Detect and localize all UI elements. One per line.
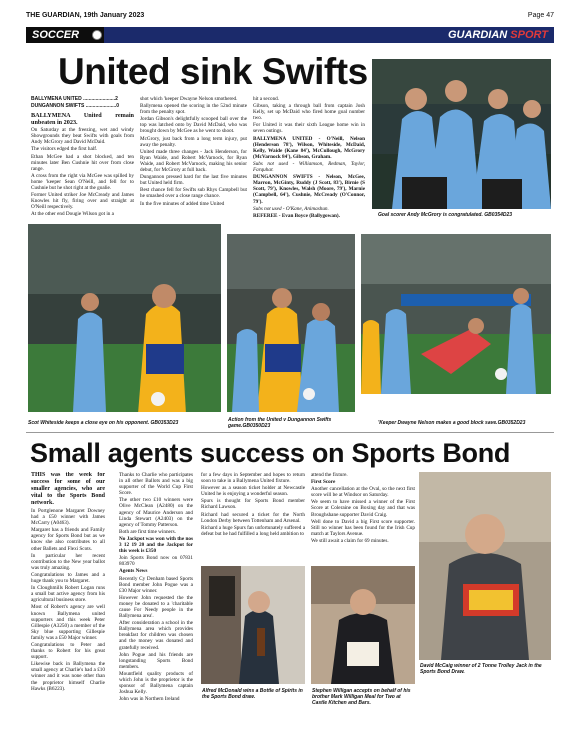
paragraph: At the other end Dougie Wilson got in a	[31, 211, 114, 218]
paragraph: Dungannon pressed hard for the last five minutes but United held firm.	[140, 174, 247, 187]
paragraph: Congratulations to Peter and thanks to Robert for his great support.	[31, 641, 105, 661]
paragraph: We still await a claim for 69 minutes.	[311, 537, 389, 544]
paragraph: Mountfield quality products of which John is the proprietor is the sponsor of Ballymena captain Joshua Kelly.	[119, 670, 193, 696]
photo-stephen-willigan	[311, 566, 415, 684]
story2-column-4	[311, 472, 415, 552]
paragraph: Ethan McGee had a shot blocked, and ten minutes later Ben Cushnie hit over from close range.	[31, 153, 134, 172]
jackpot-notice: No Jackpot was won with the nos 3 12 19 20 and the Jackpot for this week is £350	[119, 535, 193, 555]
action-image	[227, 234, 355, 412]
paragraph: Ballymena opened the scoring in the 52nd minute from the penalty spot.	[140, 103, 247, 116]
photo-alfred-mcdonald	[201, 566, 305, 684]
story1-lead: BALLYMENA United remain unbeaten in 2023.	[31, 112, 134, 127]
celebration-image	[372, 59, 551, 209]
paragraph: Well done to David a big First score supporter. Still no winner has been found for the Irish Cup match at Taylors Avenue.	[311, 518, 415, 537]
photo-caption-stephen: Stephen Willigan accepts on behalf of his brother Mark Willigan Meal for Two at Castle Kitchen and Bars.	[312, 688, 411, 706]
score-line-2: DUNGANNON SWIFTS ......................0	[31, 103, 120, 110]
photo-david-mccaig	[419, 472, 551, 660]
paragraph: Margaret has a friends and Family agency for Sports Bond but as we know she also contributes to all other Ballets and Flexi Scots.	[31, 527, 105, 552]
photo-whiteside	[28, 224, 221, 412]
paragraph: For United it was their sixth League home win in seven outings.	[253, 122, 365, 135]
paragraph: for a few days in September and hopes to return soon to take in a Ballymena United fixture.	[201, 472, 305, 485]
photo-caption-goal: Goal scorer Andy McGrory is congratulated. GB0354D23	[378, 212, 513, 218]
paragraph: United made three changes - Jack Henderson, for Ryan Waide, and Robert McVarnock, for Ryan Waide, and Robert McVarnock, making his senior debut, for McGrory at full back.	[140, 148, 247, 174]
story2-lead: THIS was the week for success for some of our smaller agencies, who are vital to the Sports Bond network.	[31, 472, 105, 506]
page-number: Page 47	[527, 12, 554, 19]
paragraph: Spurs is thought for Sports Bond member Richard Lawson.	[201, 498, 305, 511]
paragraph: In the five minutes of added time United	[140, 200, 225, 207]
paragraph: Thanks to Charlie who participates in all other Ballots and was a big supporter of the World Cup First Score.	[119, 472, 193, 497]
football-icon	[92, 30, 102, 40]
paragraph: A cross from the right via McGee was spilled by home 'keeper Sean O'Neill, and fell for to Cushnie but he shot right at the goalie.	[31, 172, 134, 192]
referee-line: REFEREE - Evan Boyce (Ballygowan).	[253, 212, 340, 219]
paragraph: Congratulations to James and a huge thank you to Margaret.	[31, 571, 105, 585]
paragraph: The other two £10 winners were Olive McClean (A2480) on the agency of Maurice Anderson and Linda Stewart (A2403) on the agency of Tommy Patterson.	[119, 497, 193, 528]
paragraph: Jordan Gibson's delightfully scooped ball over the top was latched onto by David McDaid, who was brought down by McGee as he went to shoot.	[140, 116, 247, 135]
keeper-save-image	[361, 234, 551, 394]
paragraph: Former United striker Joe McCready and James Knowles hit fly, firing over and straight at O'Neill respectively.	[31, 192, 134, 211]
story2-column-2	[119, 472, 193, 727]
paragraph: hit a second.	[253, 96, 280, 102]
paragraph: On Saturday at the freezing, wet and windy Showgrounds they beat Swifts with goals from Andy McGrory and David McDaid.	[31, 127, 134, 146]
story2-column-3	[201, 472, 305, 552]
paragraph: John was in Northern Ireland	[119, 696, 180, 703]
publication-date: THE GUARDIAN, 19th January 2023	[26, 12, 145, 19]
paragraph: Another cancellation at the Oval, so the next first score will be at Windsor on Saturday.	[311, 486, 415, 499]
paragraph: Best chance fell for Swifts sub Rhys Campbell but he smashed over a close range chance.	[140, 187, 247, 200]
story1-headline: United sink Swifts	[58, 51, 368, 92]
subs-ballymena: Subs not used - Williamson, Redman, Taylor, Farquhar.	[253, 160, 365, 174]
paragraph: In particular her recent contribution to the New year ballot was truly amazing.	[31, 552, 105, 571]
whiteside-image	[28, 224, 221, 412]
page-header-line	[26, 12, 554, 24]
section-banner	[26, 27, 554, 43]
david-image	[419, 472, 551, 660]
paragraph: However John requested the the money be donated to a 'charitable cause For Needy people in the Ballymena area'.	[119, 594, 193, 620]
divider	[26, 432, 554, 433]
paragraph: After consideration a school in the Ballymena area which provides breakfast for children was chosen and the money was donated and gratefully received.	[119, 620, 193, 651]
subs-dungannon: Subs not used - O'Kane, Animashun.	[253, 205, 329, 212]
photo-caption-whiteside: Scot Whiteside keeps a close eye on his opponent. GB0353D23	[28, 420, 179, 426]
photo-caption-david: David McCaig winner of 2 Tonne Trolley Jack in the Sports Bond Draw.	[420, 663, 542, 675]
paragraph: Most of Robert's agency are well known Ballymena united supporters and this week Peter Gillespie (A3250) a member of the Sky blue supporting Gillespie family was a £50 Major winner.	[31, 604, 105, 641]
paragraph: shot which 'keeper Dwayne Nelson smothered.	[140, 96, 238, 102]
paragraph: attend the fixture.	[311, 472, 348, 478]
subhead-agents-news: Agents News	[119, 568, 148, 575]
brand-logo	[448, 27, 548, 43]
join-notice: Join Sports Bond now on 07831 803970	[119, 555, 193, 568]
section-label: SOCCER	[26, 27, 104, 43]
photo-keeper-save	[361, 234, 551, 394]
brand-main: GUARDIAN	[447, 29, 508, 41]
brand-sport: SPORT	[510, 29, 548, 41]
team-lineup-dungannon: DUNGANNON SWIFTS - Nelson, McGee, Marron, McGinty, Ruddy (J Scott, 83'), Birnie (S Scott, 79'), Knowles, Walsh (Moore, 79'), Marnie (Campbell, 64'), Cushnie, McCready (O'Connor, 79').	[253, 174, 365, 205]
paragraph: In Portglenone Margaret Downey had a £50 winner with James McCarry (A0463).	[31, 508, 105, 527]
photo-caption-action: Action from the United v Dungannon Swifts game.GB0350D23	[228, 417, 332, 429]
paragraph: Richard a huge Spurs fan unfortunately suffered a defeat but he had fulfilled a long held ambition to	[201, 524, 305, 537]
subhead-first-score: First Score	[311, 479, 336, 486]
paragraph: McGrory, just back from a long term injury, put away the penalty.	[140, 135, 247, 148]
paragraph: Recently Cy Denham based Sports Bond member John Pogue was a £30 Major winner.	[119, 575, 193, 594]
paragraph: In Cloughmills Robert Logan runs a small but active agency from his agricultural business store.	[31, 585, 105, 604]
paragraph: The visitors edged the first half.	[31, 146, 98, 153]
team-lineup-ballymena: BALLYMENA UNITED - O'Neill, Nelson (Henderson 78'), Wilson, Whiteside, McDaid, Kelly, Waide (Kane 84'), McCullough, McGrory (McVarnock 84'), Gibson, Graham.	[253, 135, 365, 160]
photo-caption-keeper: 'Keeper Dwayne Nelson makes a good block save.GB0352D23	[378, 420, 526, 426]
photo-action	[227, 234, 355, 412]
paragraph: Likewise back in Ballymena the small agency at Charlie's had a £10 winner and it was none other than the proprietor himself Charlie Hawks (B6223).	[31, 661, 105, 692]
paragraph: John Pogue and his friends are longstanding Sports Bond members.	[119, 651, 193, 670]
alfred-image	[201, 566, 305, 684]
story2-headline: Small agents success on Sports Bond	[30, 438, 511, 468]
photo-caption-alfred: Alfred McDonald wins a Bottle of Spirits in the Sports Bond draw.	[202, 688, 303, 700]
score-line-1: BALLYMENA UNITED .......................2	[31, 96, 118, 102]
paragraph: We seem to have missed a winner of the First Score at Coleraine on Boxing day and that was Broughshane supporter David Craig.	[311, 499, 415, 518]
photo-goal-celebration	[372, 59, 551, 209]
stephen-image	[311, 566, 415, 684]
paragraph: Gibson, taking a through ball from captain Josh Kelly, set up McDaid who fired home goal number two.	[253, 103, 365, 122]
paragraph: Richard had secured a ticket for the North London Derby between Tottenham and Arsenal.	[201, 511, 305, 524]
paragraph: Both are first time winners.	[119, 528, 176, 535]
story2-column-1	[31, 472, 105, 727]
paragraph: However as a season ticket holder at Newcastle United he is enjoying a wonderful season.	[201, 485, 305, 498]
